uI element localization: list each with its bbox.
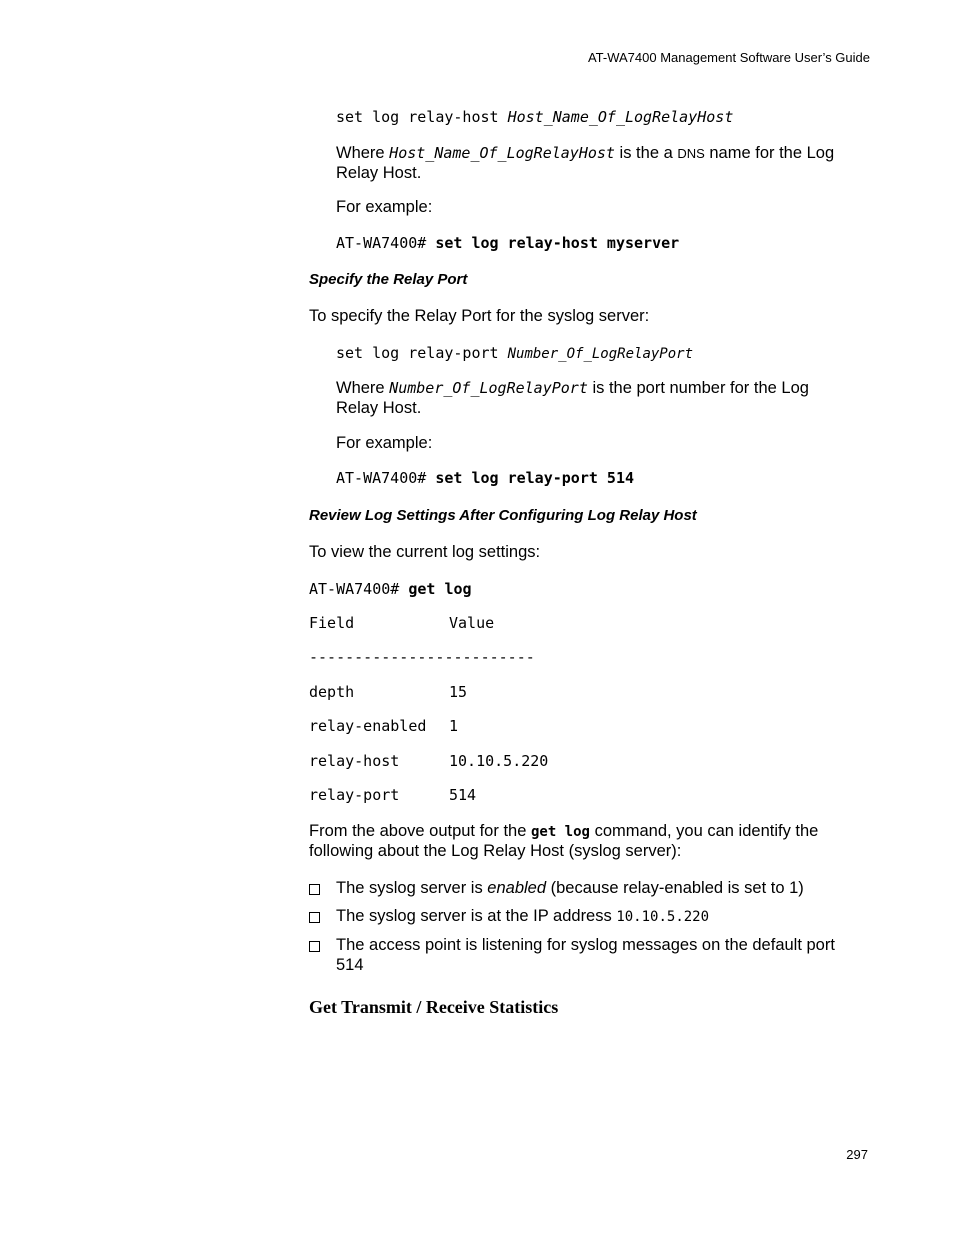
bullet-item: The access point is listening for syslog messages on the default port xyxy=(336,936,835,954)
summary-line-2: following about the Log Relay Host (syslog server): xyxy=(309,842,682,860)
command: set log relay-host myserver xyxy=(435,234,680,252)
command-param: Host_Name_Of_LogRelayHost xyxy=(507,108,734,126)
ip-address: 10.10.5.220 xyxy=(616,909,710,925)
command-relay-port xyxy=(336,344,693,362)
text: is the port number for the Log xyxy=(587,379,809,397)
prompt: AT-WA7400# xyxy=(336,469,436,487)
summary-line-1 xyxy=(309,822,818,841)
heading-relay-port: Specify the Relay Port xyxy=(309,271,468,288)
table-row-value: 1 xyxy=(449,717,459,735)
section-heading-statistics: Get Transmit / Receive Statistics xyxy=(309,997,559,1017)
table-separator: ------------------------- xyxy=(309,648,535,666)
for-example-1: For example: xyxy=(336,198,433,216)
table-row-value: 15 xyxy=(449,683,468,701)
heading-review-log: Review Log Settings After Configuring Log Relay Host xyxy=(309,507,697,524)
table-header-value: Value xyxy=(449,614,495,632)
table-row-value: 10.10.5.220 xyxy=(449,752,549,770)
text: From the above output for the xyxy=(309,822,531,840)
text: command, you can identify the xyxy=(589,822,819,840)
table-row-field: depth xyxy=(309,683,355,701)
bullet-item-continuation: 514 xyxy=(336,956,364,974)
text: (because relay-enabled is set to 1) xyxy=(546,879,804,897)
prompt: AT-WA7400# xyxy=(309,580,409,598)
param: Host_Name_Of_LogRelayHost xyxy=(389,144,615,162)
prompt: AT-WA7400# xyxy=(336,234,436,252)
where-port-line-2: Relay Host. xyxy=(336,399,422,417)
command-text: set log relay-host xyxy=(336,108,508,126)
text: is the a xyxy=(614,144,678,162)
relay-port-intro: To specify the Relay Port for the syslog server: xyxy=(309,307,650,325)
text: Where xyxy=(336,144,390,162)
table-row-field: relay-enabled xyxy=(309,717,427,735)
for-example-2: For example: xyxy=(336,434,433,452)
text: The syslog server is at the IP address xyxy=(336,907,617,925)
where-line-1 xyxy=(336,144,834,163)
bullet-item xyxy=(336,879,804,898)
bullet-item xyxy=(336,907,709,926)
command: set log relay-port 514 xyxy=(435,469,635,487)
command-text: set log relay-port xyxy=(336,344,508,362)
get-log-command xyxy=(309,580,472,598)
text: name for the Log xyxy=(704,144,835,162)
table-row-field: relay-host xyxy=(309,752,400,770)
text: Where xyxy=(336,379,390,397)
table-row-value: 514 xyxy=(449,786,477,804)
running-header: AT-WA7400 Management Software User’s Guide xyxy=(587,50,870,65)
example-command-2 xyxy=(336,469,634,487)
review-intro: To view the current log settings: xyxy=(309,543,541,561)
page-number: 297 xyxy=(846,1147,868,1162)
command-param: Number_Of_LogRelayPort xyxy=(507,346,694,362)
text: The syslog server is xyxy=(336,879,488,897)
bullet-box-icon xyxy=(309,912,320,923)
command-relay-host xyxy=(336,108,733,126)
example-command-1 xyxy=(336,234,679,252)
where-line-2: Relay Host. xyxy=(336,164,422,182)
emphasis: enabled xyxy=(487,879,547,897)
inline-command: get log xyxy=(530,824,590,840)
where-port-line-1 xyxy=(336,379,809,398)
table-row-field: relay-port xyxy=(309,786,400,804)
table-header-field: Field xyxy=(309,614,355,632)
param: Number_Of_LogRelayPort xyxy=(389,379,588,397)
command: get log xyxy=(408,580,472,598)
bullet-box-icon xyxy=(309,941,320,952)
bullet-box-icon xyxy=(309,884,320,895)
dns-abbrev: DNS xyxy=(677,146,705,161)
